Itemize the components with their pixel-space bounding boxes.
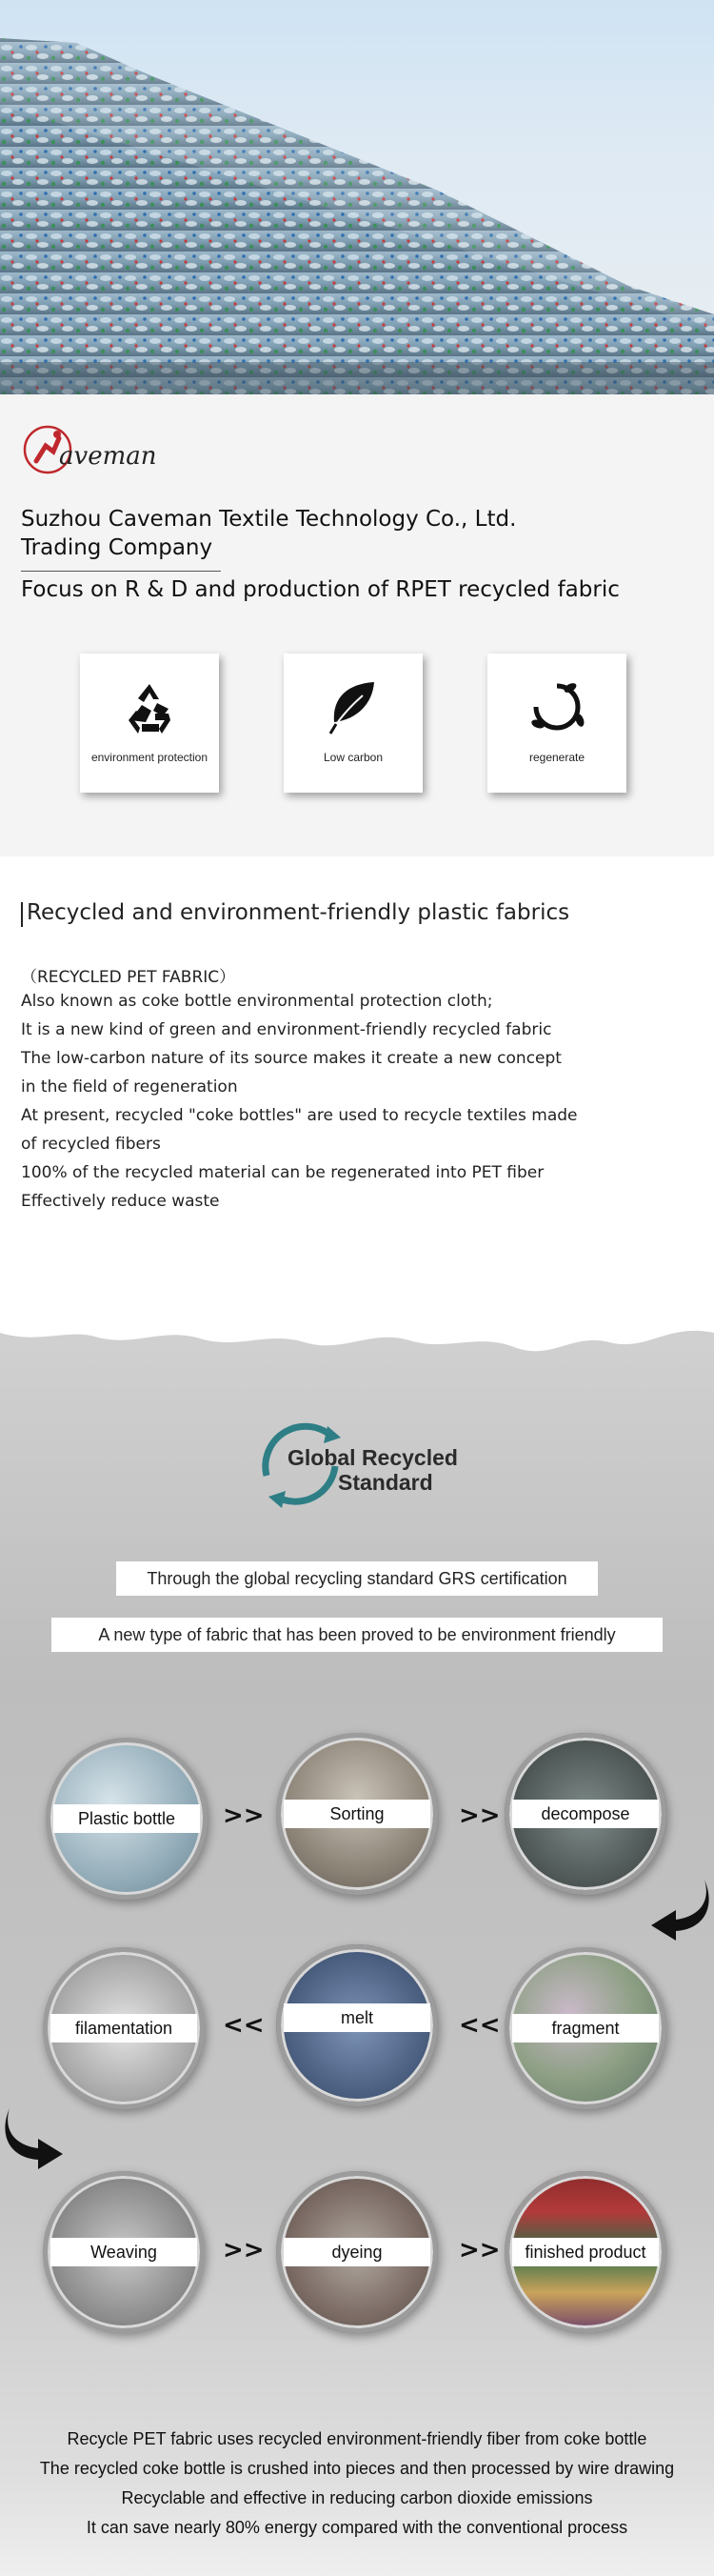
footer-line: The recycled coke bottle is crushed into pieces and then processed by wire drawing (39, 2459, 675, 2478)
grs-title: Global Recycled (288, 1445, 458, 1470)
torn-edge (0, 1295, 714, 1371)
intro-line: of recycled fibers (21, 1135, 161, 1154)
focus-statement: Focus on R & D and production of RPET recycled fabric (21, 577, 620, 602)
company-name: Suzhou Caveman Textile Technology Co., Ltd. (21, 507, 517, 532)
step-filamentation (43, 1947, 205, 2109)
arrow-forward: >> (223, 1801, 265, 1830)
footer-line: Recyclable and effective in reducing carbon dioxide emissions (121, 2488, 593, 2507)
step-label: decompose (512, 1800, 659, 1828)
step-plastic-bottle (46, 1738, 208, 1900)
feature-label: Low carbon (323, 751, 384, 764)
step-finished-product (505, 2171, 666, 2333)
regenerate-icon (528, 678, 585, 735)
grs-band-environment: A new type of fabric that has been proved to be environment friendly (51, 1618, 663, 1652)
step-label: Plastic bottle (53, 1804, 200, 1833)
arrow-forward: >> (459, 1801, 501, 1830)
footer-line: It can save nearly 80% energy compared with the conventional process (86, 2518, 628, 2537)
title-bar (21, 902, 23, 927)
step-label: melt (284, 2003, 430, 2032)
step-label: fragment (512, 2014, 659, 2043)
intro-line: It is a new kind of green and environment-friendly recycled fabric (21, 1020, 552, 1039)
intro-line: 100% of the recycled material can be regenerated into PET fiber (21, 1163, 545, 1182)
intro-line: Also known as coke bottle environmental protection cloth; (21, 992, 493, 1011)
step-decompose (505, 1733, 666, 1895)
intro-section (0, 856, 714, 1304)
arrow-back: << (223, 2011, 265, 2040)
feature-card-environment (80, 654, 219, 793)
feature-card-regenerate (487, 654, 626, 793)
step-fragment (505, 1947, 666, 2109)
step-sorting (276, 1733, 438, 1895)
curved-arrow-down-icon (647, 1876, 714, 1942)
feature-label: environment protection (90, 751, 208, 764)
arrow-forward: >> (223, 2236, 265, 2264)
intro-line: The low-carbon nature of its source makes it create a new concept (21, 1049, 562, 1068)
step-weaving (43, 2171, 205, 2333)
curved-arrow-right-icon (0, 2104, 67, 2171)
step-dyeing (276, 2171, 438, 2333)
leaf-icon (325, 678, 382, 735)
step-label: Weaving (50, 2238, 197, 2266)
intro-line: （RECYCLED PET FABRIC） (21, 968, 236, 987)
feature-card-low-carbon (284, 654, 423, 793)
step-label: finished product (512, 2238, 659, 2266)
intro-line: At present, recycled "coke bottles" are used to recycle textiles made (21, 1106, 578, 1125)
grs-logo (248, 1409, 476, 1514)
arrow-back: << (459, 2011, 501, 2040)
step-label: filamentation (50, 2014, 197, 2043)
grs-band-certification: Through the global recycling standard GRS certification (116, 1561, 598, 1596)
grs-subtitle: Standard (338, 1470, 433, 1495)
footer-line: Recycle PET fabric uses recycled environment-friendly fiber from coke bottle (67, 2429, 647, 2448)
company-type: Trading Company (21, 535, 213, 560)
intro-line: in the field of regeneration (21, 1077, 238, 1097)
hero-banner (0, 0, 714, 394)
caveman-logo[interactable] (21, 421, 164, 478)
intro-line: Effectively reduce waste (21, 1192, 220, 1211)
logo-text: aveman (59, 442, 157, 471)
step-label: dyeing (284, 2238, 430, 2266)
feature-label: regenerate (528, 751, 585, 764)
arrow-forward: >> (459, 2236, 501, 2264)
step-melt (276, 1944, 438, 2106)
step-label: Sorting (284, 1800, 430, 1828)
intro-title: Recycled and environment-friendly plastic fabrics (27, 900, 570, 925)
divider (21, 571, 221, 572)
process-section (0, 1304, 714, 2576)
recycle-icon (121, 678, 178, 735)
plastic-bottle-bales-photo (0, 0, 714, 394)
company-section (0, 394, 714, 856)
